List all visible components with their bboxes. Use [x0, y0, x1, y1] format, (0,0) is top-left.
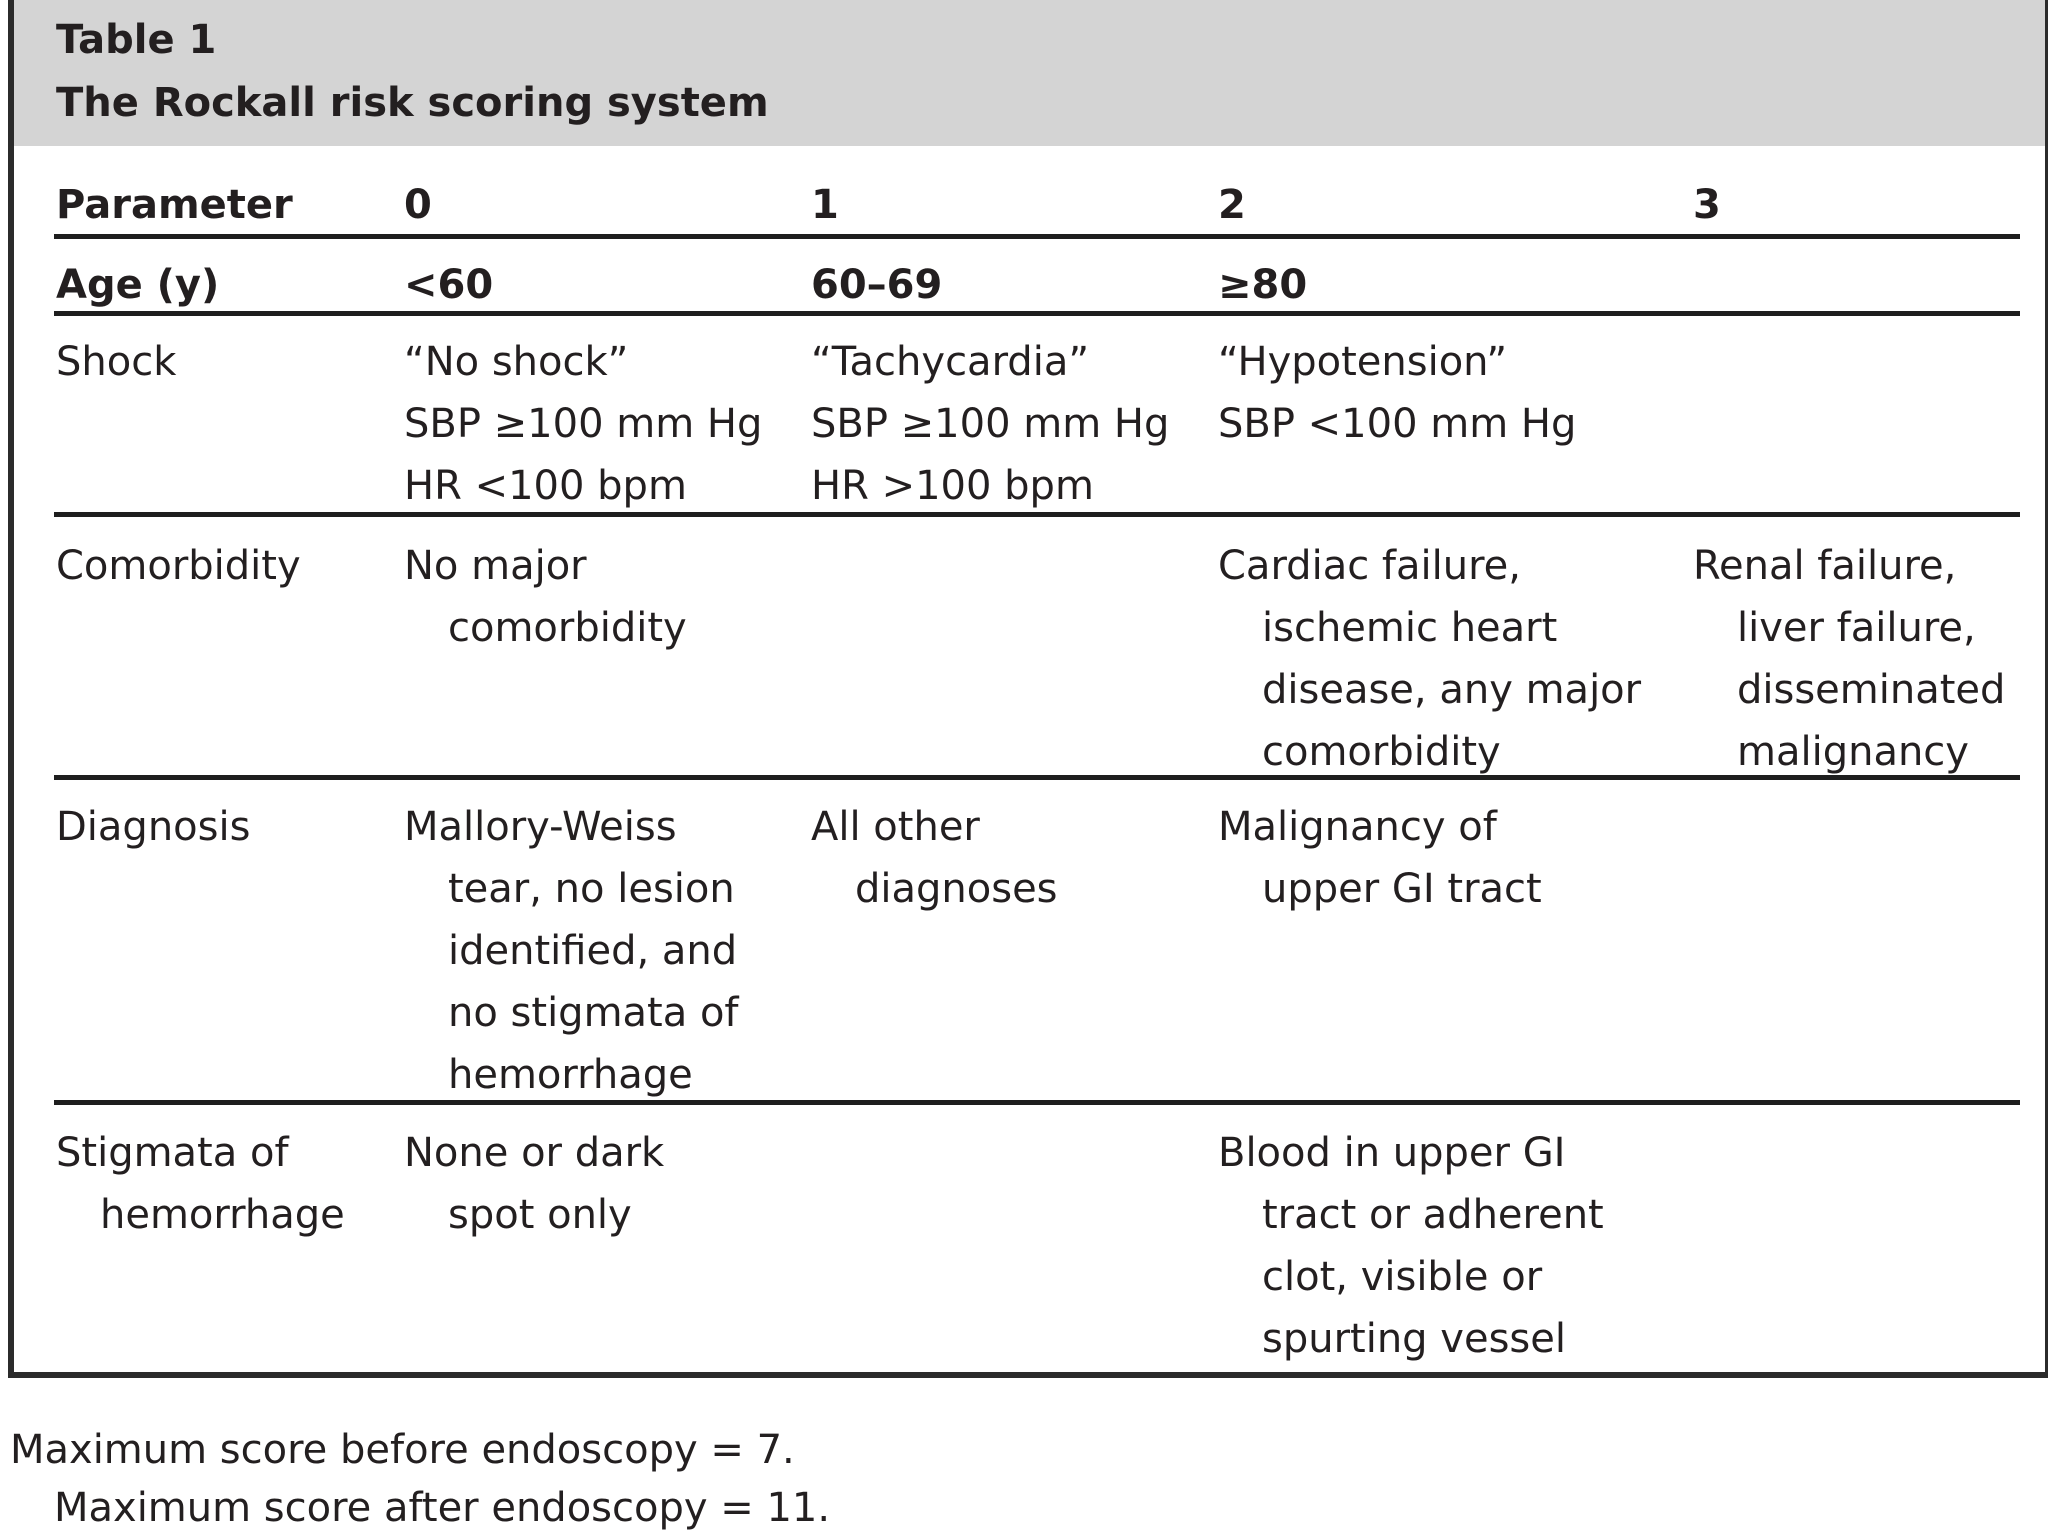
stigmata-parameter-line: Stigmata of — [56, 1130, 289, 1176]
comorbidity-score-3-line: malignancy — [1737, 729, 1969, 775]
shock-row-rule — [54, 512, 2020, 517]
stigmata-score-2-line: tract or adherent — [1262, 1192, 1604, 1238]
stigmata-score-0-line: spot only — [448, 1192, 632, 1238]
header-parameter: Parameter — [56, 182, 293, 228]
comorbidity-parameter: Comorbidity — [56, 543, 301, 589]
shock-score-2 — [1218, 331, 1576, 455]
diagnosis-score-0-line: hemorrhage — [448, 1052, 693, 1098]
age-score-0: <60 — [404, 262, 494, 308]
comorbidity-row-rule — [54, 775, 2020, 780]
diagnosis-score-1 — [811, 796, 1058, 920]
comorbidity-score-2-line: Cardiac failure, — [1218, 543, 1521, 589]
header-score-2: 2 — [1218, 182, 1246, 228]
table-title: The Rockall risk scoring system — [56, 80, 769, 126]
age-parameter: Age (y) — [56, 262, 220, 308]
age-score-1: 60–69 — [811, 262, 943, 308]
diagnosis-parameter: Diagnosis — [56, 804, 251, 850]
diagnosis-score-2 — [1218, 796, 1542, 920]
diagnosis-row-rule — [54, 1100, 2020, 1105]
stigmata-score-0 — [404, 1122, 664, 1246]
header-score-0: 0 — [404, 182, 432, 228]
age-score-2: ≥80 — [1218, 262, 1308, 308]
header-rule — [54, 234, 2020, 239]
diagnosis-score-0-line: tear, no lesion — [448, 866, 735, 912]
stigmata-score-2-line: Blood in upper GI — [1218, 1130, 1566, 1176]
shock-score-2-line: “Hypotension” — [1218, 339, 1508, 385]
header-score-3: 3 — [1693, 182, 1721, 228]
comorbidity-score-3-line: Renal failure, — [1693, 543, 1957, 589]
comorbidity-score-2 — [1218, 535, 1641, 783]
comorbidity-score-3-line: disseminated — [1737, 667, 2006, 713]
diagnosis-score-0-line: no stigmata of — [448, 990, 739, 1036]
footnote-before-endoscopy: Maximum score before endoscopy = 7. — [10, 1427, 795, 1473]
shock-score-2-line: SBP <100 mm Hg — [1218, 401, 1577, 447]
comorbidity-score-0 — [404, 535, 687, 659]
age-row-rule — [54, 311, 2020, 316]
diagnosis-score-0-line: Mallory-Weiss — [404, 804, 677, 850]
header-score-1: 1 — [811, 182, 839, 228]
stigmata-score-2-line: spurting vessel — [1262, 1316, 1566, 1362]
rockall-table — [8, 0, 2048, 1378]
comorbidity-score-2-line: ischemic heart — [1262, 605, 1558, 651]
shock-score-1-line: SBP ≥100 mm Hg — [811, 401, 1170, 447]
diagnosis-score-0 — [404, 796, 739, 1106]
shock-score-1 — [811, 331, 1169, 517]
comorbidity-score-2-line: comorbidity — [1262, 729, 1501, 775]
table-label: Table 1 — [56, 17, 217, 63]
shock-score-0-line: HR <100 bpm — [404, 463, 687, 509]
shock-score-1-line: HR >100 bpm — [811, 463, 1094, 509]
comorbidity-score-0-line: comorbidity — [448, 605, 687, 651]
diagnosis-score-1-line: All other — [811, 804, 980, 850]
stigmata-score-0-line: None or dark — [404, 1130, 665, 1176]
comorbidity-score-2-line: disease, any major — [1262, 667, 1642, 713]
diagnosis-score-0-line: identified, and — [448, 928, 738, 974]
stigmata-score-2-line: clot, visible or — [1262, 1254, 1543, 1300]
table-title-band — [14, 0, 2045, 146]
diagnosis-score-2-line: Malignancy of — [1218, 804, 1497, 850]
shock-score-1-line: “Tachycardia” — [811, 339, 1090, 385]
shock-score-0-line: SBP ≥100 mm Hg — [404, 401, 763, 447]
stigmata-score-2 — [1218, 1122, 1604, 1370]
footnote-after-endoscopy: Maximum score after endoscopy = 11. — [54, 1485, 831, 1531]
shock-score-0-line: “No shock” — [404, 339, 629, 385]
shock-parameter: Shock — [56, 339, 177, 385]
comorbidity-score-3-line: liver failure, — [1737, 605, 1976, 651]
stigmata-parameter — [56, 1122, 345, 1246]
comorbidity-score-3 — [1693, 535, 2005, 783]
stigmata-parameter-line: hemorrhage — [100, 1192, 345, 1238]
comorbidity-score-0-line: No major — [404, 543, 587, 589]
diagnosis-score-1-line: diagnoses — [855, 866, 1058, 912]
shock-score-0 — [404, 331, 762, 517]
diagnosis-score-2-line: upper GI tract — [1262, 866, 1542, 912]
